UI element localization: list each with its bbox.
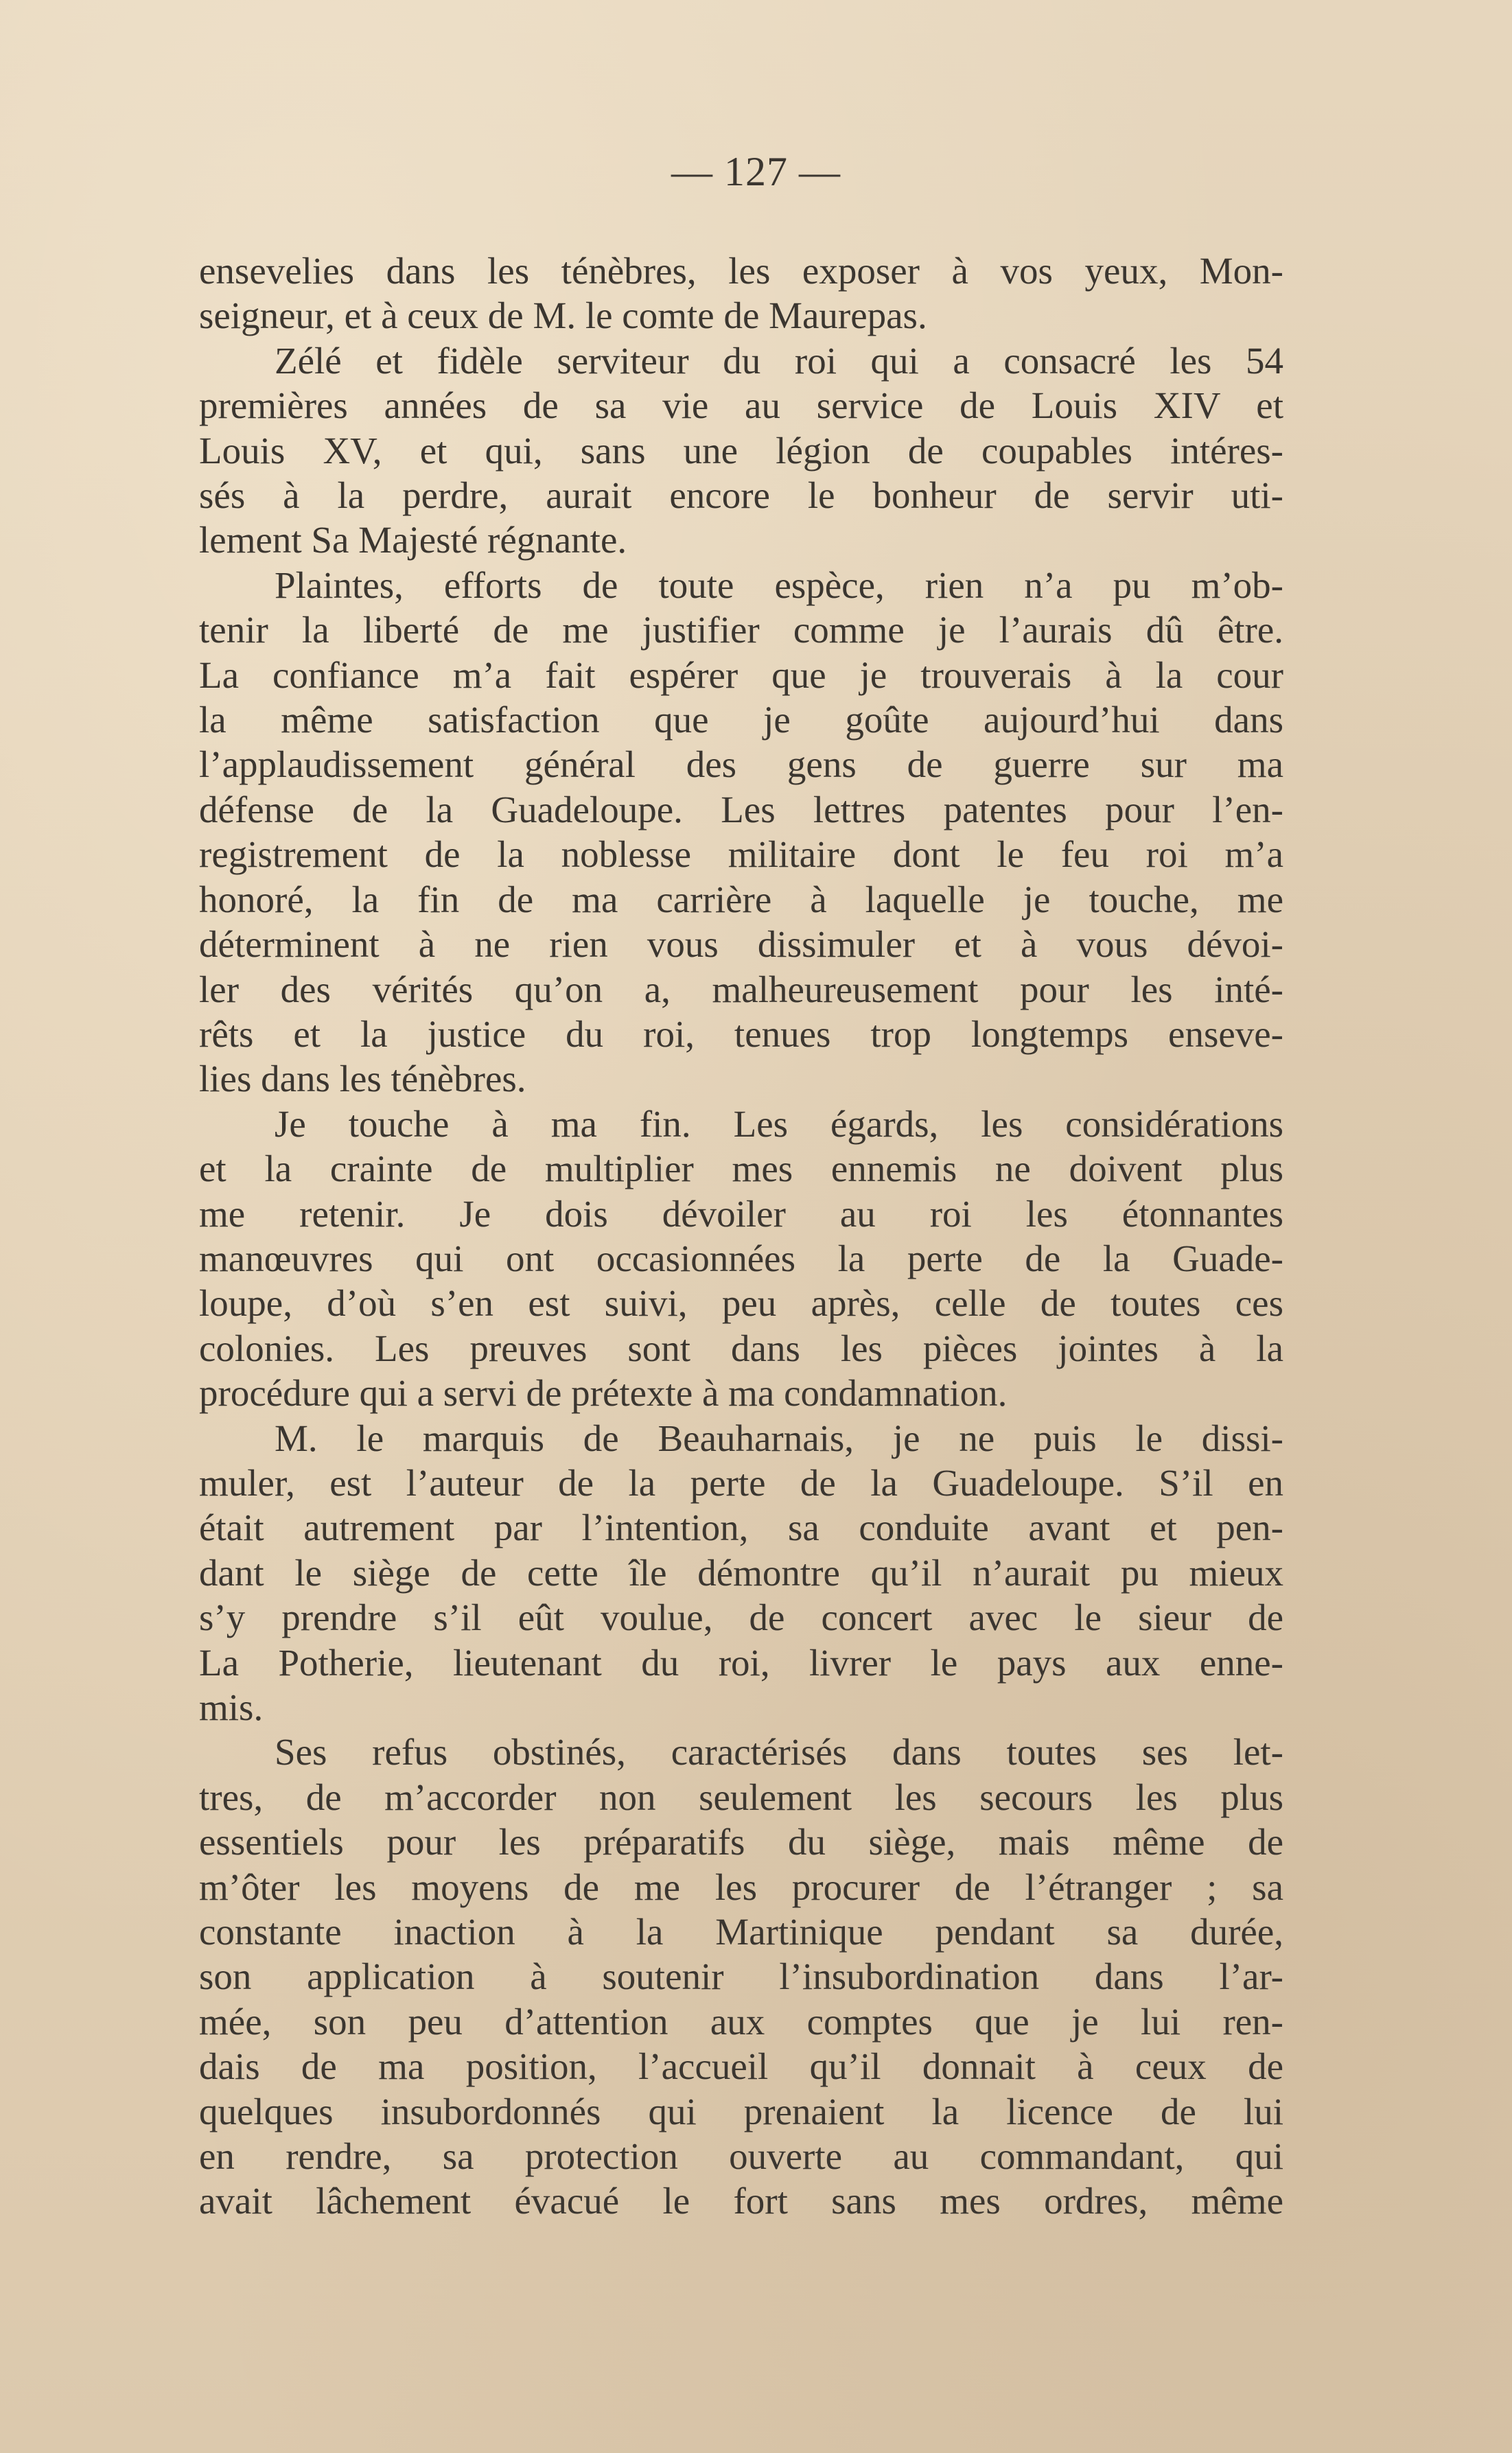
paragraph xyxy=(199,563,1283,1102)
text-line: La confiance m’a fait espérer que je trouverais à la cour xyxy=(199,653,1283,696)
text-line: avait lâchement évacué le fort sans mes ordres, même xyxy=(199,2180,1283,2222)
text-line: déterminent à ne rien vous dissimuler et à vous dévoi- xyxy=(199,923,1283,966)
paragraph xyxy=(199,1102,1283,1416)
text-line: Louis XV, et qui, sans une légion de coupables intéres- xyxy=(199,429,1283,472)
text-line: registrement de la noblesse militaire dont le feu roi m’a xyxy=(199,833,1283,876)
text-line: quelques insubordonnés qui prenaient la licence de lui xyxy=(199,2090,1283,2132)
paragraph xyxy=(199,1730,1283,2223)
text-line: ensevelies dans les ténèbres, les exposer à vos yeux, Mon- xyxy=(199,250,1283,292)
paragraph xyxy=(199,248,1283,338)
text-line: La Potherie, lieutenant du roi, livrer le pays aux enne- xyxy=(199,1641,1283,1684)
text-line: loupe, d’où s’en est suivi, peu après, celle de toutes ces xyxy=(199,1282,1283,1325)
text-line: dais de ma position, l’accueil qu’il donnait à ceux de xyxy=(199,2045,1283,2088)
text-line: l’applaudissement général des gens de guerre sur ma xyxy=(199,743,1283,786)
text-line: manœuvres qui ont occasionnées la perte de la Guade- xyxy=(199,1237,1283,1279)
text-line: défense de la Guadeloupe. Les lettres patentes pour l’en- xyxy=(199,788,1283,830)
text-line: Ses refus obstinés, caractérisés dans toutes ses let- xyxy=(275,1731,1283,1774)
text-line: lies dans les ténèbres. xyxy=(199,1058,526,1100)
text-line: son application à soutenir l’insubordination dans l’ar- xyxy=(199,1955,1283,1998)
text-line: Plaintes, efforts de toute espèce, rien n’a pu m’ob- xyxy=(275,563,1283,606)
text-line: s’y prendre s’il eût voulue, de concert avec le sieur de xyxy=(199,1596,1283,1639)
text-line: seigneur, et à ceux de M. le comte de Maurepas. xyxy=(199,294,927,337)
body-text xyxy=(199,248,1283,2224)
text-line: muler, est l’auteur de la perte de la Guadeloupe. S’il en xyxy=(199,1461,1283,1504)
text-line: la même satisfaction que je goûte aujourd’hui dans xyxy=(199,699,1283,741)
text-line: procédure qui a servi de prétexte à ma condamnation. xyxy=(199,1372,1008,1415)
text-line: m’ôter les moyens de me les procurer de l’étranger ; sa xyxy=(199,1865,1283,1908)
text-line: colonies. Les preuves sont dans les pièces jointes à la xyxy=(199,1327,1283,1369)
text-line: était autrement par l’intention, sa conduite avant et pen- xyxy=(199,1507,1283,1549)
text-line: tres, de m’accorder non seulement les secours les plus xyxy=(199,1776,1283,1818)
text-line: dant le siège de cette île démontre qu’il n’aurait pu mieux xyxy=(199,1551,1283,1594)
paragraph xyxy=(199,1416,1283,1730)
text-line: Zélé et fidèle serviteur du roi qui a consacré les 54 xyxy=(275,339,1283,382)
text-line: mée, son peu d’attention aux comptes que je lui ren- xyxy=(199,2000,1283,2043)
text-line: premières années de sa vie au service de Louis XIV et xyxy=(199,384,1283,427)
text-line: en rendre, sa protection ouverte au commandant, qui xyxy=(199,2135,1283,2178)
text-line: me retenir. Je dois dévoiler au roi les étonnantes xyxy=(199,1192,1283,1235)
text-line: constante inaction à la Martinique pendant sa durée, xyxy=(199,1911,1283,1953)
text-line: lement Sa Majesté régnante. xyxy=(199,519,627,561)
text-line: sés à la perdre, aurait encore le bonheur de servir uti- xyxy=(199,474,1283,517)
text-line: essentiels pour les préparatifs du siège, mais même de xyxy=(199,1821,1283,1863)
text-line: Je touche à ma fin. Les égards, les considérations xyxy=(275,1102,1283,1145)
text-line: rêts et la justice du roi, tenues trop longtemps enseve- xyxy=(199,1012,1283,1055)
text-line: mis. xyxy=(199,1686,264,1728)
text-line: M. le marquis de Beauharnais, je ne puis le dissi- xyxy=(275,1417,1283,1459)
text-line: et la crainte de multiplier mes ennemis ne doivent plus xyxy=(199,1148,1283,1190)
text-line: ler des vérités qu’on a, malheureusement pour les inté- xyxy=(199,968,1283,1010)
text-line: honoré, la fin de ma carrière à laquelle je touche, me xyxy=(199,878,1283,920)
paragraph xyxy=(199,338,1283,563)
page-number: — 127 — xyxy=(671,149,841,194)
text-line: tenir la liberté de me justifier comme je l’aurais dû être. xyxy=(199,609,1283,651)
